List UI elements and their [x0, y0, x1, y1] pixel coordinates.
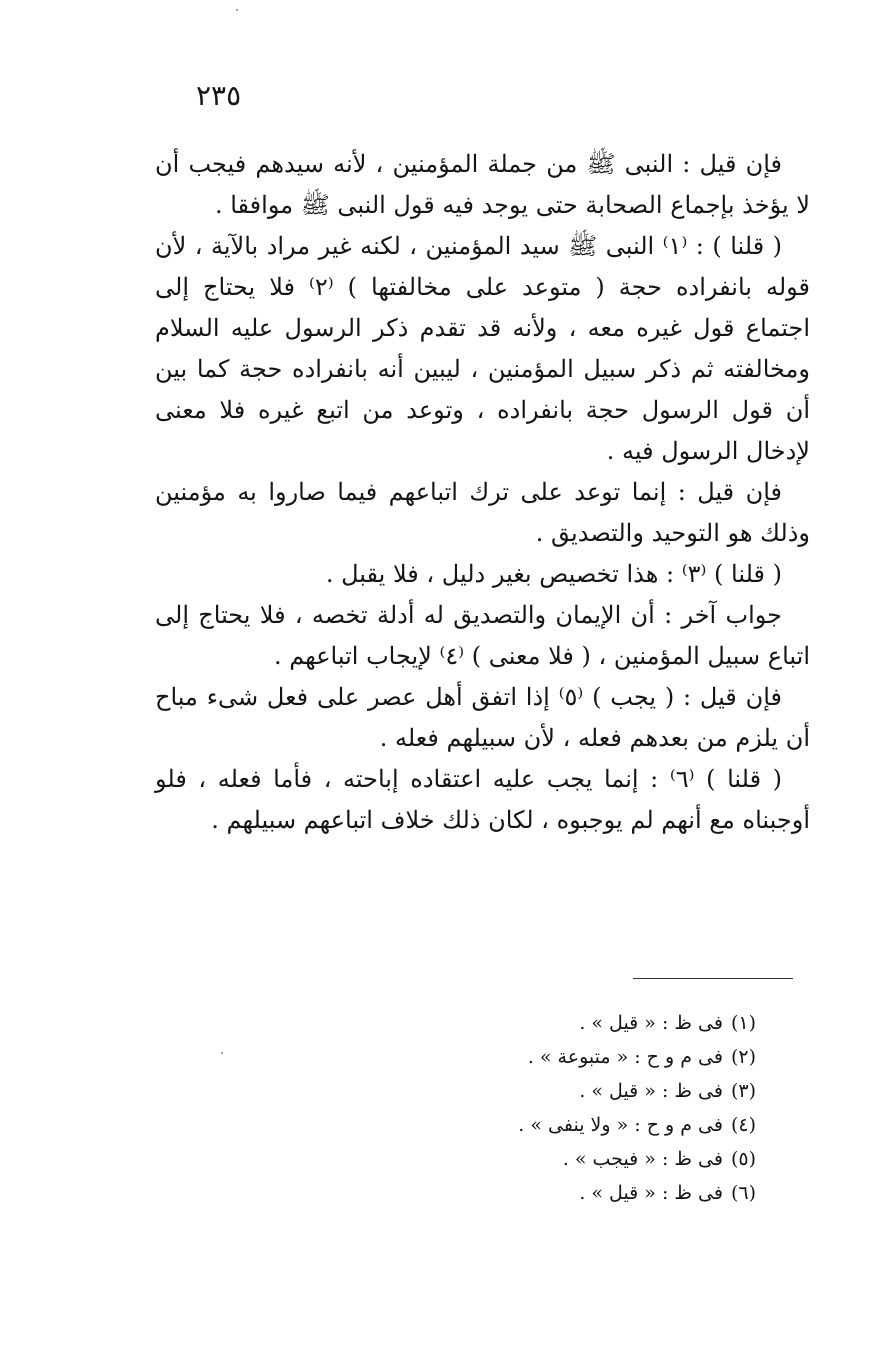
scan-speck	[236, 9, 238, 11]
footnote-text: فى ظ : « فيجب » .	[562, 1148, 723, 1170]
scan-speck	[221, 1052, 223, 1054]
footnote-number: (٢)	[730, 1046, 756, 1068]
paragraph-objection-mubah: فإن قيل : ( يجب ) ⁽٥⁾ إذا اتفق أهل عصر على فعل شىء مباح أن يلزم من بعدهم فعله ، لأن سبيلهم فعله .	[155, 683, 810, 752]
paragraph-objection-prophet: فإن قيل : النبى ﷺ من جملة المؤمنين ، لأنه سيدهم فيجب أن لا يؤخذ بإجماع الصحابة حتى يوجد فيه قول النبى ﷺ موافقا .	[155, 150, 810, 219]
main-text	[155, 144, 810, 841]
footnote-text: فى م و ح : « متبوعة » .	[527, 1046, 723, 1068]
footnote-item	[518, 1108, 756, 1142]
page-number: ٢٣٥	[196, 79, 242, 112]
footnote-text: فى ظ : « قيل » .	[579, 1182, 723, 1204]
paragraph-reply-specification: ( قلنا ) ⁽٣⁾ : هذا تخصيص بغير دليل ، فلا يقبل .	[325, 560, 782, 588]
footnote-text: فى ظ : « قيل » .	[579, 1012, 723, 1034]
footnote-text: فى م و ح : « ولا ينفى » .	[518, 1114, 723, 1136]
footnote-divider	[633, 978, 793, 979]
paragraph-reply-mubah: ( قلنا ) ⁽٦⁾ : إنما يجب عليه اعتقاده إباحته ، فأما فعله ، فلو أوجبناه مع أنهم لم يوجبوه ، لكان ذلك خلاف اتباعهم سبيلهم .	[155, 765, 810, 834]
footnote-number: (٦)	[730, 1182, 756, 1204]
paragraph-objection-tawhid: فإن قيل : إنما توعد على ترك اتباعهم فيما صاروا به مؤمنين وذلك هو التوحيد والتصديق .	[155, 478, 810, 547]
footnote-text: فى ظ : « قيل » .	[579, 1080, 723, 1102]
footnote-number: (٥)	[730, 1148, 756, 1170]
footnote-number: (٤)	[730, 1114, 756, 1136]
footnote-item	[518, 1006, 756, 1040]
footnote-item	[518, 1040, 756, 1074]
footnote-item	[518, 1074, 756, 1108]
footnotes	[518, 1006, 756, 1210]
footnote-item	[518, 1176, 756, 1210]
footnote-number: (٣)	[730, 1080, 756, 1102]
footnote-item	[518, 1142, 756, 1176]
footnote-number: (١)	[730, 1012, 756, 1034]
paragraph-another-answer: جواب آخر : أن الإيمان والتصديق له أدلة تخصه ، فلا يحتاج إلى اتباع سبيل المؤمنين ، ( فلا معنى ) ⁽٤⁾ لإيجاب اتباعهم .	[155, 601, 810, 670]
paragraph-reply-prophet: ( قلنا ) : ⁽١⁾ النبى ﷺ سيد المؤمنين ، لكنه غير مراد بالآية ، لأن قوله بانفراده حجة ( متوعد على مخالفتها ) ⁽٢⁾ فلا يحتاج إلى اجتماع قول غيره معه ، ولأنه قد تقدم ذكر الرسول عليه السلام ومخالفته ثم ذكر سبيل المؤمنين ، ليبين أنه بانفراده حجة كما بين أن قول الرسول حجة بانفراده ، وتوعد من اتبع غيره فلا معنى لإدخال الرسول فيه .	[155, 232, 811, 465]
